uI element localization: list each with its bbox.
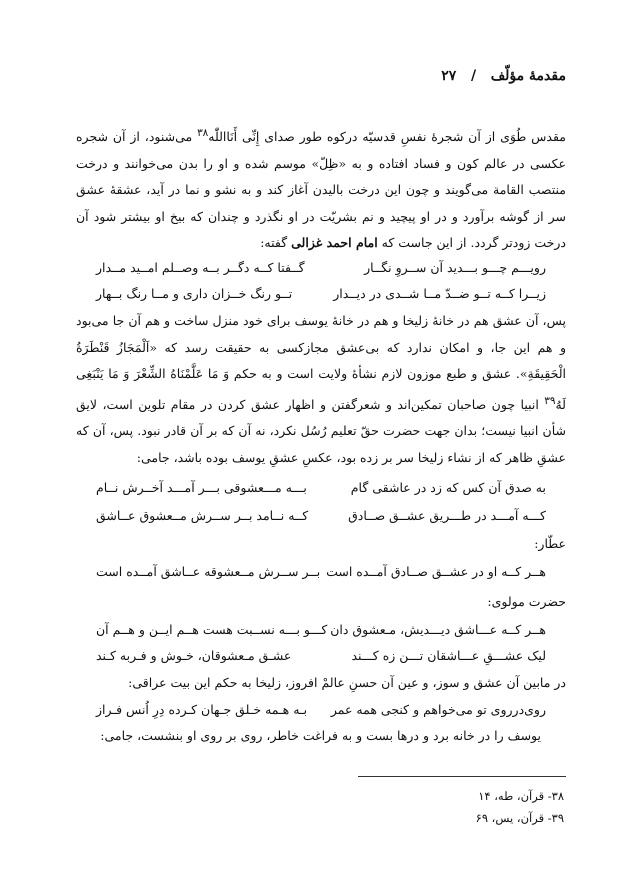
- hemistich-left: تــو رنگ خــزان داری و مــا رنگ بــهار: [96, 286, 293, 301]
- hemistich-left: کــه نــامد بــر ســرش مــعشوق عــاشق: [96, 508, 309, 523]
- paragraph-1: [76, 120, 566, 257]
- footnote-divider: [358, 776, 566, 777]
- verse-line-4: [96, 504, 546, 528]
- hemistich-right: هــر کــه عـــاشق دیـــدیش، مـعشوق دان: [330, 622, 546, 637]
- verse-line-8: [96, 698, 546, 722]
- hemistich-left: بـه هـمه خـلق جـهان کـرده دِرِ اُنس فـراز: [96, 702, 308, 717]
- paragraph-1-text-b: می‌شنود، از آن شجره عکسی در عالم کون و فساد افتاده و به «ظِلّ» موسم شده و او را بدن می‌خوانند و درخت منتصب القامة می‌گویند و چون این درخت بالیدن آغاز کند و به نشو و نما در آید، عشقهٔ عشق سر از گوشه برآورد و در او پیچید و نم بشریّت در او نگذرد و چندان که بیخ او بیشتر شود آن درخت زودتر گردد. از این جاست که: [76, 129, 566, 251]
- footnote-39: ۳۹- قرآن، یس، ۶۹: [475, 811, 564, 825]
- verse-line-2: [96, 282, 546, 306]
- hemistich-right: رویـــم چـــو بـــدید آن ســروِ نگــار: [364, 260, 546, 275]
- attribution-attar: عطّار:: [534, 536, 566, 551]
- verse-line-6: [96, 618, 546, 642]
- page-header: [76, 68, 566, 92]
- footnote-38: ۳۸- قرآن، طه، ۱۴: [478, 789, 564, 803]
- verse-line-1: [96, 256, 546, 280]
- iraqi-intro-line: در مابین آن عشق و سوز، و عین آن حسنِ عالمْ افروز، زلیخا به حکم این بیت عراقی:: [128, 675, 566, 690]
- hemistich-right: به صدق آن کس که زد در عاشقی گام: [350, 480, 546, 495]
- paragraph-1-text-a: مقدس طُوَی از آن شجرهٔ نفسِ قدسیّه درکوه طور صدای إِنِّی أَنَااللّٰه: [208, 129, 566, 145]
- header-separator: /: [470, 68, 477, 84]
- hemistich-right: هــر کــه او در عشــق صــادق آمــده است: [326, 564, 546, 579]
- footnote-ref-38[interactable]: ۳۸: [197, 127, 209, 139]
- author-name: امام احمد غزالی: [291, 235, 378, 251]
- hemistich-left: گــفتا کــه دگــر بــه وصــلم امــید مــدار: [96, 260, 305, 275]
- verse-line-5: [96, 560, 546, 584]
- verse-line-7: [96, 644, 546, 668]
- hemistich-right: لیک عشـــقِ عـــاشقان تـــن زه کـــند: [351, 648, 546, 663]
- verse-line-3: [96, 476, 546, 500]
- hemistich-left: بـــه مـــعشوقی بـــر آمـــد آخــرش نــام: [96, 480, 307, 495]
- section-title: مقدمهٔ مؤلّف: [490, 68, 566, 84]
- hemistich-right: زیــرا کــه تــو ضــدّ مــا شــدی در دیــدار: [333, 286, 546, 301]
- paragraph-2-text-a: پس، آن عشق هم در خانهٔ زلیخا و هم در خانهٔ یوسف برای خود منزل ساخت و هم آن جا می‌بود و هم این جا، و امکان ندارد که بی‌عشق مجازکسی به حقیقت رسد که «اَلْمَجَازُ قَنْطَرَةُ الْحَقِیقَةِ». عشق و طبع موزون لازم نشأهٔ ولایت است و به حکم وَ مَا عَلَّمْنَاهُ الشِّعْرَ وَ مَا یَنْبَغِی لَهُ: [76, 313, 566, 412]
- hemistich-left: بــر ســرش مــعشوقه عــاشق آمــده است: [96, 564, 321, 579]
- running-title: [441, 68, 566, 84]
- page-number: ۲۷: [441, 68, 457, 84]
- hemistich-left: کـــو بـــه نســبت هست هــم ایــن و هــم آن: [96, 622, 328, 637]
- paragraph-2-text-b: انبیا چون صاحبان تمکین‌اند و شعرگفتن و اظهار عشق کردن در مقام تلوین است، لایق شأن انبیا نیست؛ بدان جهت حضرت حقّ تعلیم رُسُل نکرد، نه آن که بر آن قادر نبود. پس، آن که عشقِ ظاهر که از نشاء زلیخا سر بر زده بود، عکسِ عشقِ یوسف بوده باشد، جامی:: [76, 396, 566, 465]
- hemistich-left: عشـق مـعشوقان، خـوش و فـربه کـند: [96, 648, 292, 663]
- closing-line: یوسف را در خانه برد و درها بست و به فراغت خاطر، روی بر روی او بنشست، جامی:: [100, 728, 541, 743]
- footnote-ref-39[interactable]: ۳۹: [544, 394, 556, 407]
- paragraph-2: [76, 308, 566, 471]
- hemistich-right: روی‌درروی تو می‌خواهم و کنجی همه عمر: [330, 702, 546, 717]
- hemistich-right: کـــه آمـــد در طـــریق عشــق صــادق: [348, 508, 546, 523]
- attribution-mowlavi: حضرت مولوی:: [487, 594, 566, 609]
- paragraph-1-text-c: گفته:: [260, 235, 292, 251]
